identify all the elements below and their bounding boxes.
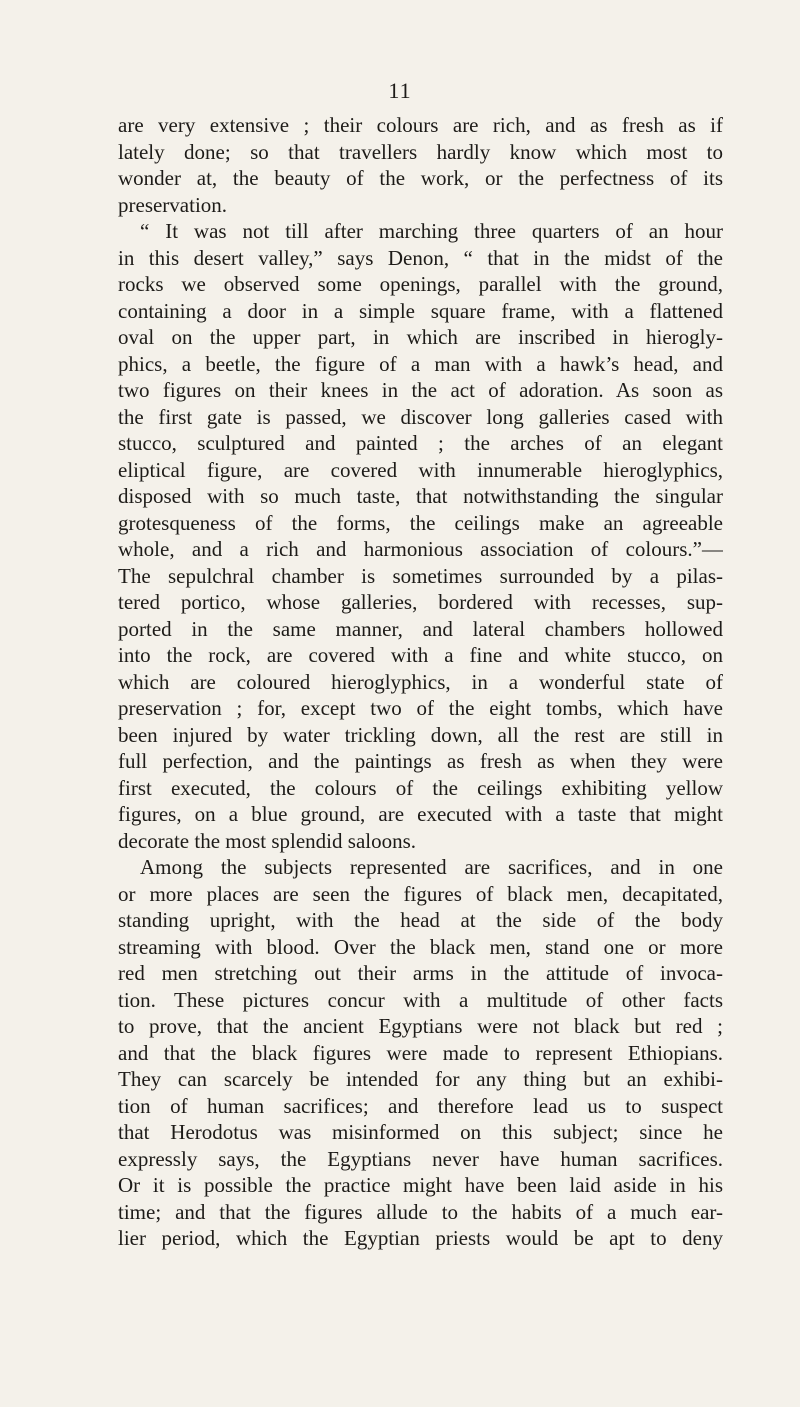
- text-line: expressly says, the Egyptians never have human sacrifices.: [118, 1146, 723, 1171]
- text-line: first executed, the colours of the ceilings exhibiting yellow: [118, 775, 723, 800]
- text-line: time; and that the figures allude to the habits of a much ear-: [118, 1199, 723, 1224]
- text-line: tion. These pictures concur with a multitude of other facts: [118, 987, 723, 1012]
- text-line: into the rock, are covered with a fine and white stucco, on: [118, 643, 723, 667]
- text-line: preservation ; for, except two of the eight tombs, which have: [118, 696, 723, 720]
- text-line: rocks we observed some openings, parallel with the ground,: [118, 272, 723, 296]
- text-line: preservation.: [118, 192, 228, 217]
- text-line: the first gate is passed, we discover long galleries cased with: [118, 404, 723, 429]
- text-line: lier period, which the Egyptian priests would be apt to deny: [118, 1226, 723, 1250]
- text-line: containing a door in a simple square frame, with a flattened: [118, 298, 723, 323]
- text-line: Or it is possible the practice might have been laid aside in his: [118, 1173, 723, 1197]
- text-line: which are coloured hieroglyphics, in a wonderful state of: [118, 669, 723, 694]
- text-line: Among the subjects represented are sacrifices, and in one: [140, 855, 723, 879]
- text-line: tered portico, whose galleries, bordered with recesses, sup-: [118, 590, 723, 614]
- text-line: The sepulchral chamber is sometimes surrounded by a pilas-: [118, 563, 723, 588]
- text-line: phics, a beetle, the figure of a man with a hawk’s head, and: [118, 351, 723, 376]
- page-number: 11: [388, 78, 412, 103]
- text-line: and that the black figures were made to represent Ethiopians.: [118, 1040, 723, 1065]
- text-line: ported in the same manner, and lateral chambers hollowed: [118, 616, 723, 641]
- text-line: wonder at, the beauty of the work, or the perfectness of its: [118, 166, 723, 190]
- text-line: stucco, sculptured and painted ; the arches of an elegant: [118, 431, 723, 455]
- text-line: been injured by water trickling down, all the rest are still in: [118, 722, 723, 747]
- text-line: standing upright, with the head at the side of the body: [118, 908, 723, 932]
- text-line: that Herodotus was misinformed on this subject; since he: [118, 1120, 723, 1144]
- text-line: in this desert valley,” says Denon, “ that in the midst of the: [118, 245, 723, 270]
- text-line: disposed with so much taste, that notwithstanding the singular: [118, 484, 723, 508]
- text-line: whole, and a rich and harmonious association of colours.”—: [118, 537, 723, 561]
- text-line: lately done; so that travellers hardly know which most to: [118, 139, 723, 164]
- text-line: grotesqueness of the forms, the ceilings make an agreeable: [118, 510, 723, 535]
- text-line: eliptical figure, are covered with innumerable hieroglyphics,: [118, 457, 723, 482]
- text-line: They can scarcely be intended for any thing but an exhibi-: [118, 1067, 723, 1091]
- text-line: oval on the upper part, in which are inscribed in hierogly-: [118, 325, 723, 349]
- text-line: two figures on their knees in the act of adoration. As soon as: [118, 378, 723, 402]
- text-line: “ It was not till after marching three quarters of an hour: [140, 219, 723, 243]
- text-line: or more places are seen the figures of black men, decapitated,: [118, 881, 723, 906]
- body-text: [118, 112, 723, 1252]
- text-line: tion of human sacrifices; and therefore lead us to suspect: [118, 1093, 723, 1118]
- text-line: to prove, that the ancient Egyptians were not black but red ;: [118, 1014, 723, 1038]
- text-line: figures, on a blue ground, are executed with a taste that might: [118, 802, 723, 826]
- text-line: full perfection, and the paintings as fresh as when they were: [118, 749, 723, 773]
- text-line: decorate the most splendid saloons.: [118, 828, 417, 853]
- text-line: streaming with blood. Over the black men, stand one or more: [118, 934, 723, 959]
- text-line: are very extensive ; their colours are rich, and as fresh as if: [118, 113, 723, 137]
- text-line: red men stretching out their arms in the attitude of invoca-: [118, 961, 723, 985]
